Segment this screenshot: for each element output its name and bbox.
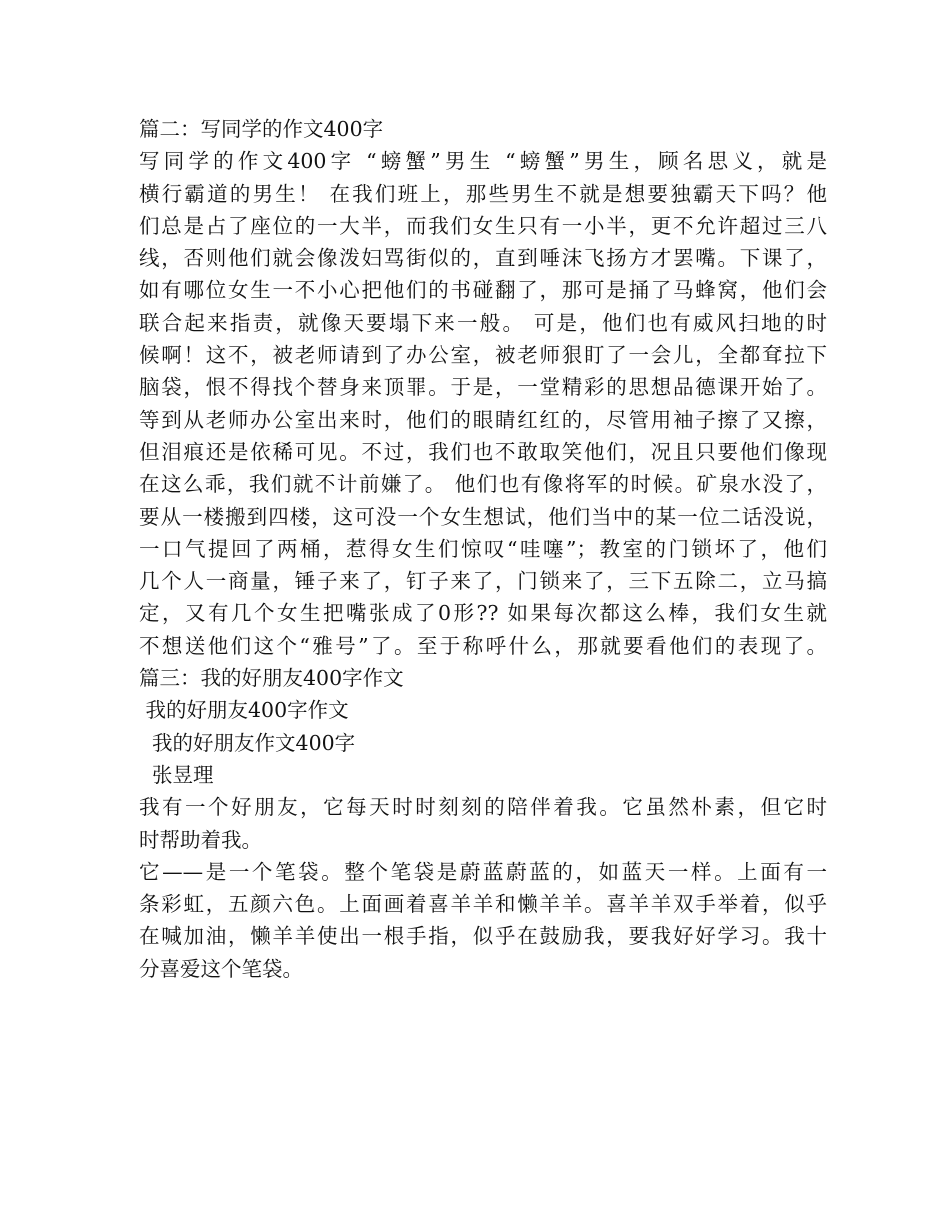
paragraph-line: 分喜爱这个笔袋。 bbox=[139, 956, 303, 981]
document-body bbox=[139, 113, 827, 985]
paragraph-line: 写同学的作文400字 “螃蟹”男生 “螃蟹”男生，顾名思义，就是 bbox=[139, 149, 827, 174]
heading-section-3: 篇三：我的好朋友400字作文 bbox=[139, 666, 404, 691]
heading-section-2: 篇二：写同学的作文400字 bbox=[139, 117, 384, 141]
paragraph-line: 它——是一个笔袋。整个笔袋是蔚蓝蔚蓝的，如蓝天一样。上面有一 bbox=[139, 859, 827, 884]
paragraph-line: 横行霸道的男生！ 在我们班上，那些男生不就是想要独霸天下吗？他 bbox=[139, 181, 827, 206]
author-name: 张昱理 bbox=[139, 762, 214, 787]
paragraph-line: 们总是占了座位的一大半，而我们女生只有一小半，更不允许超过三八 bbox=[139, 213, 827, 238]
paragraph-line: 一口气提回了两桶，惹得女生们惊叹“哇噻”；教室的门锁坏了，他们 bbox=[139, 536, 827, 561]
paragraph-line: 等到从老师办公室出来时，他们的眼睛红红的，尽管用袖子擦了又擦， bbox=[139, 407, 827, 432]
paragraph-line: 线，否则他们就会像泼妇骂街似的，直到唾沫飞扬方才罢嘴。下课了， bbox=[139, 246, 827, 271]
paragraph-line: 不想送他们这个“雅号”了。至于称呼什么，那就要看他们的表现了。 bbox=[139, 633, 827, 658]
paragraph-line: 候啊！这不，被老师请到了办公室，被老师狠盯了一会儿，全都耷拉下 bbox=[139, 343, 827, 368]
paragraph-line: 但泪痕还是依稀可见。不过，我们也不敢取笑他们，况且只要他们像现 bbox=[139, 439, 827, 464]
article-title: 我的好朋友400字作文 bbox=[139, 698, 349, 723]
paragraph-line: 在喊加油，懒羊羊使出一根手指，似乎在鼓励我，要我好好学习。我十 bbox=[139, 924, 827, 949]
paragraph-line: 在这么乖，我们就不计前嫌了。 他们也有像将军的时候。矿泉水没了， bbox=[139, 472, 827, 497]
paragraph-line: 定，又有几个女生把嘴张成了0形?? 如果每次都这么棒，我们女生就 bbox=[139, 601, 827, 626]
article-subtitle: 我的好朋友作文400字 bbox=[139, 730, 356, 755]
paragraph-line: 条彩虹，五颜六色。上面画着喜羊羊和懒羊羊。喜羊羊双手举着，似乎 bbox=[139, 892, 827, 917]
paragraph-line: 几个人一商量，锤子来了，钉子来了，门锁来了，三下五除二，立马搞 bbox=[139, 569, 827, 594]
paragraph-line: 要从一楼搬到四楼，这可没一个女生想试，他们当中的某一位二话没说， bbox=[139, 504, 827, 529]
paragraph-line: 时帮助着我。 bbox=[139, 827, 262, 852]
paragraph-line: 脑袋，恨不得找个替身来顶罪。于是，一堂精彩的思想品德课开始了。 bbox=[139, 375, 827, 400]
paragraph-line: 如有哪位女生一不小心把他们的书碰翻了，那可是捅了马蜂窝，他们会 bbox=[139, 278, 827, 303]
paragraph-line: 我有一个好朋友，它每天时时刻刻的陪伴着我。它虽然朴素，但它时 bbox=[139, 795, 827, 820]
paragraph-line: 联合起来指责，就像天要塌下来一般。 可是，他们也有威风扫地的时 bbox=[139, 310, 827, 335]
